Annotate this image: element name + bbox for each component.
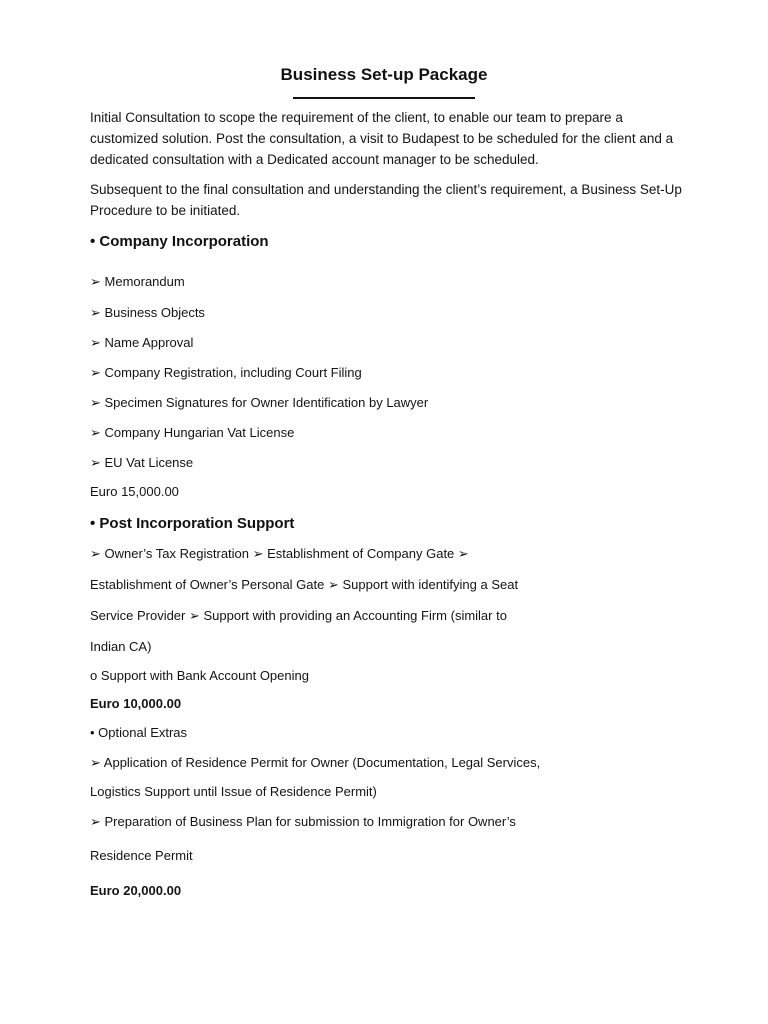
list-item: ➢ Memorandum	[90, 274, 185, 289]
list-line: ➢ Application of Residence Permit for Owner (Documentation, Legal Services,	[90, 755, 541, 770]
optional-extras-price: Euro 20,000.00	[90, 883, 182, 898]
title-underline	[293, 97, 475, 99]
list-item: ➢ Company Hungarian Vat License	[90, 425, 295, 440]
list-item: ➢ Business Objects	[90, 305, 205, 320]
page-title: Business Set-up Package	[280, 65, 488, 84]
list-item: ➢ Specimen Signatures for Owner Identification by Lawyer	[90, 395, 429, 410]
intro-paragraph-1: Initial Consultation to scope the requirement of the client, to enable our team to prepare a customized solution. Post the consultation, a visit to Budapest to be scheduled for the client and a dedicated consultation with a Dedicated account manager to be scheduled.	[90, 110, 674, 167]
intro-paragraph-2: Subsequent to the final consultation and understanding the client’s requirement, a Business Set-Up Procedure to be initiated.	[90, 182, 682, 218]
list-line: ➢ Preparation of Business Plan for submission to Immigration for Owner’s	[90, 814, 516, 829]
list-item: ➢ Company Registration, including Court Filing	[90, 365, 362, 380]
company-incorporation-heading: • Company Incorporation	[90, 233, 269, 250]
optional-extras-heading: • Optional Extras	[90, 725, 188, 740]
post-incorporation-heading: • Post Incorporation Support	[90, 515, 295, 532]
list-line: ➢ Owner’s Tax Registration ➢ Establishment of Company Gate ➢	[90, 546, 469, 561]
list-line: Residence Permit	[90, 848, 193, 863]
list-line: o Support with Bank Account Opening	[90, 668, 309, 683]
list-item: ➢ Name Approval	[90, 335, 194, 350]
list-line: Indian CA)	[90, 639, 152, 654]
company-incorporation-price: Euro 15,000.00	[90, 484, 179, 499]
list-line: Service Provider ➢ Support with providing an Accounting Firm (similar to	[90, 608, 507, 623]
post-incorporation-price: Euro 10,000.00	[90, 696, 182, 711]
list-line: Establishment of Owner’s Personal Gate ➢ Support with identifying a Seat	[90, 577, 519, 592]
list-item: ➢ EU Vat License	[90, 455, 194, 470]
list-line: Logistics Support until Issue of Residence Permit)	[90, 784, 377, 799]
